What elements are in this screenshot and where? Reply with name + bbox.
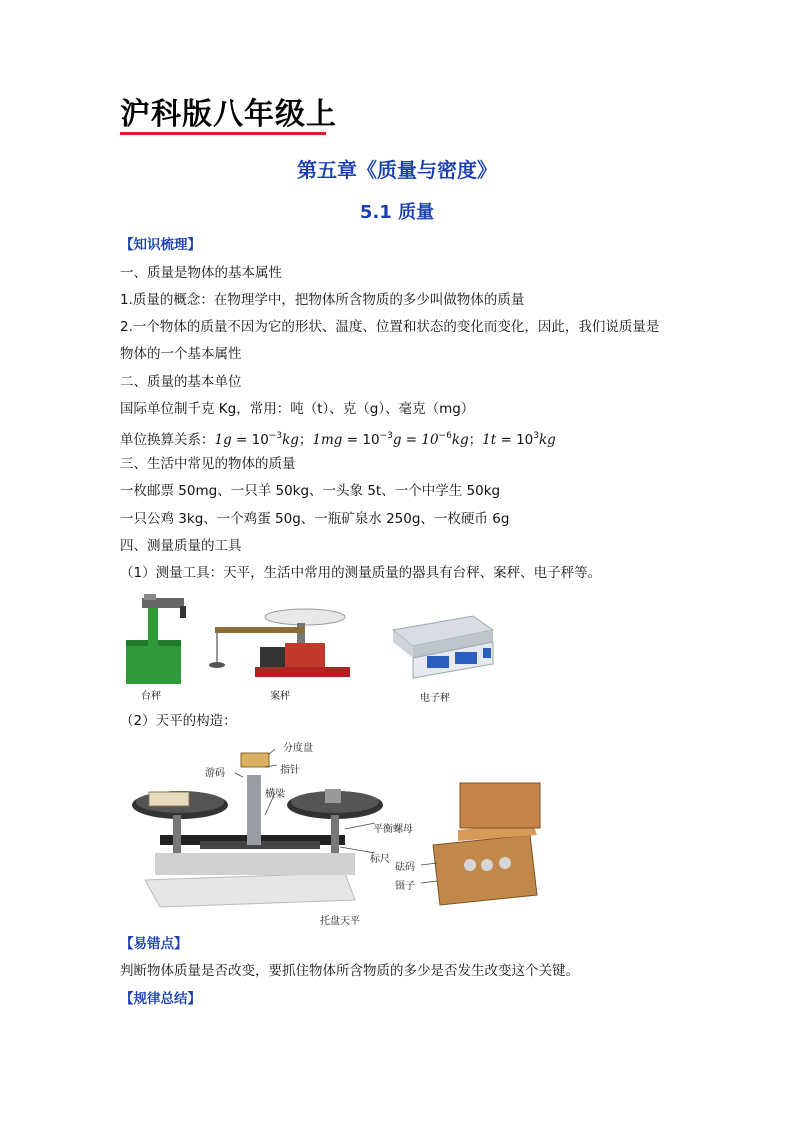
label-ruler: 标尺 [370,854,390,865]
unit-conversion-line: 单位换算关系：$1g = 10^{-3}kg$；$1mg = 10^{-3}g = 10^{-6}kg$；$1t = 10^3kg$ [120,431,556,448]
section-title: 5.1 质量 [359,202,435,223]
heading-3: 三、生活中常见的物体的质量 [120,456,296,472]
chapter-title: 第五章《质量与密度》 [297,158,497,182]
electronic-scale-image [383,612,498,682]
platform-scale-caption: 台秤 [141,691,161,702]
book-title: 沪科版八年级上 [120,97,337,132]
label-tweezers: 镊子 [395,881,415,892]
label-pointer: 指针 [280,765,300,776]
balance-diagram [125,735,565,925]
counter-scale-caption: 案秤 [270,691,290,702]
summary-label: 【规律总结】 [120,991,201,1007]
mistakes-text: 判断物体质量是否改变，要抓住物体所含物质的多少是否发生改变这个关键。 [120,963,579,979]
balance-caption: 托盘天平 [320,916,360,927]
counter-scale-image [205,605,355,685]
paragraph-mass-property-b: 物体的一个基本属性 [120,346,242,362]
label-weights: 砝码 [395,862,415,873]
paragraph-balance-structure: （2）天平的构造： [120,713,237,729]
paragraph-mass-concept: 1.质量的概念：在物理学中，把物体所含物质的多少叫做物体的质量 [120,292,525,308]
heading-2: 二、质量的基本单位 [120,374,242,390]
knowledge-label: 【知识梳理】 [120,237,201,253]
mistakes-label: 【易错点】 [120,936,188,952]
paragraph-mass-property-a: 2.一个物体的质量不因为它的形状、温度、位置和状态的变化而变化，因此，我们说质量是 [120,319,660,335]
paragraph-tools: （1）测量工具：天平，生活中常用的测量质量的器具有台秤、案秤、电子秤等。 [120,565,602,581]
heading-4: 四、测量质量的工具 [120,538,242,554]
paragraph-units: 国际单位制千克 Kg，常用：吨（t）、克（g）、毫克（mg） [120,401,475,417]
heading-1: 一、质量是物体的基本属性 [120,265,282,281]
label-rider: 游码 [205,768,225,779]
label-dial: 分度盘 [283,743,313,754]
paragraph-examples-1: 一枚邮票 50mg、一只羊 50kg、一头象 5t、一个中学生 50kg [120,483,501,499]
conversion-prefix: 单位换算关系： [120,432,215,448]
label-beam: 横梁 [265,789,285,800]
paragraph-examples-2: 一只公鸡 3kg、一个鸡蛋 50g、一瓶矿泉水 250g、一枚硬币 6g [120,511,510,527]
platform-scale-image [118,592,208,687]
label-balance-nut: 平衡螺母 [373,824,413,835]
electronic-scale-caption: 电子秤 [420,693,450,704]
title-underline [120,132,326,135]
